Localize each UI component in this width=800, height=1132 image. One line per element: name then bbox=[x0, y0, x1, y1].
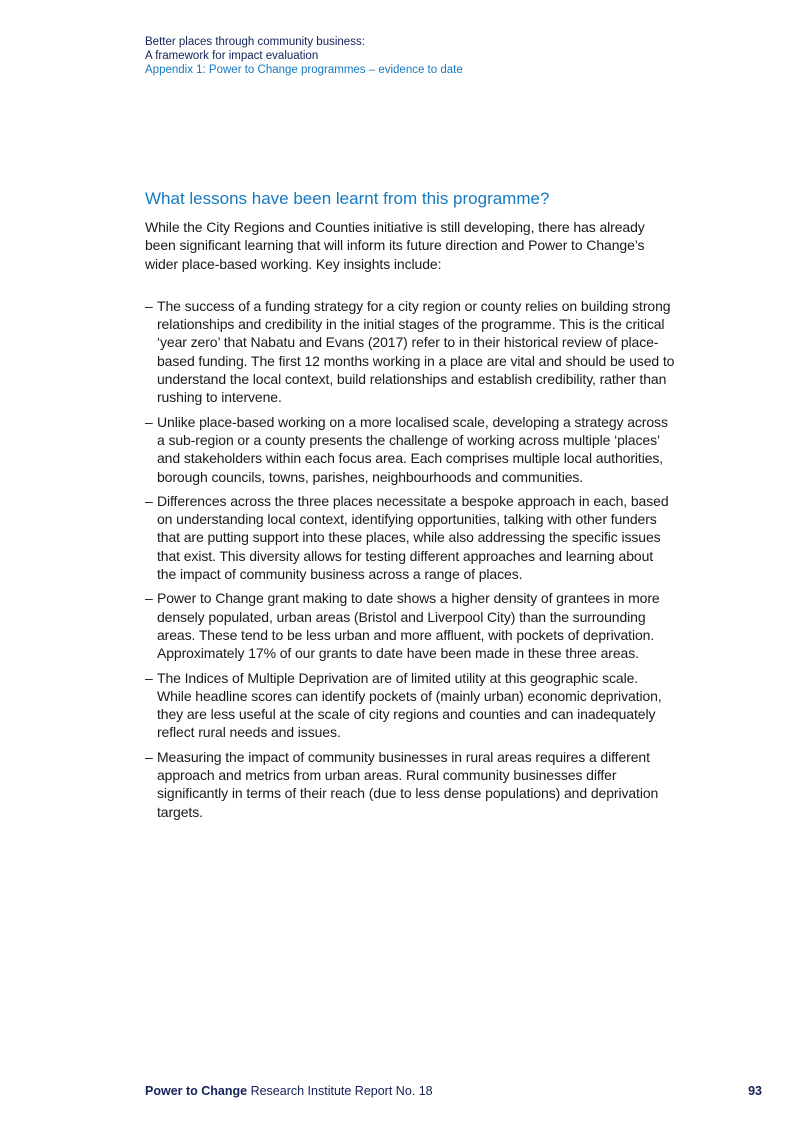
insight-text: Differences across the three places necessitate a bespoke approach in each, based on understanding local context, identifying opportunities, talking with other funders that are putting support into these places, while also addressing the specific issues that exist. This diversity allows for testing different approaches and learning about the impact of community business across a range of places. bbox=[157, 492, 669, 583]
insight-text: Measuring the impact of community businesses in rural areas requires a different approach and metrics from urban areas. Rural community businesses differ significantly in terms of their reach (due to less dense populations) and deprivation targets. bbox=[157, 748, 659, 820]
running-head bbox=[145, 35, 463, 77]
bullet-dash: – bbox=[145, 297, 153, 314]
insight-text: The success of a funding strategy for a city region or county relies on building strong relationships and credibility in the initial stages of the programme. This is the critical ‘year zero’ that Nabatu and Evans (2017) refer to in their historical review of place-based funding. The first 12 months working in a place are vital and should be used to understand the local context, build relationships and establish credibility, rather than rushing to intervene. bbox=[157, 297, 675, 406]
section-label: Appendix 1: Power to Change programmes – evidence to date bbox=[145, 64, 463, 76]
bullet-dash: – bbox=[145, 748, 153, 765]
intro-paragraph: While the City Regions and Counties initiative is still developing, there has already been significant learning that will inform its future direction and Power to Change’s wider place-based working. Key insights include: bbox=[145, 219, 645, 272]
bullet-dash: – bbox=[145, 413, 153, 430]
bullet-dash: – bbox=[145, 669, 153, 686]
insight-item-4 bbox=[145, 589, 675, 662]
insight-text: The Indices of Multiple Deprivation are of limited utility at this geographic scale. While headline scores can identify pockets of (mainly urban) economic deprivation, they are less useful at the scale of city regions and counties and can inadequately reflect rural needs and issues. bbox=[157, 669, 662, 741]
insight-item-5 bbox=[145, 669, 675, 742]
insight-item-2 bbox=[145, 413, 675, 486]
insight-text: Power to Change grant making to date shows a higher density of grantees in more densely populated, urban areas (Bristol and Liverpool City) than the surrounding areas. These tend to be less urban and more affluent, with pockets of deprivation. Approximately 17% of our grants to date have been made in these three areas. bbox=[157, 590, 660, 662]
document-title-line-2: A framework for impact evaluation bbox=[145, 50, 319, 62]
footer-report-title: Research Institute Report No. 18 bbox=[250, 1084, 433, 1098]
bullet-dash: – bbox=[145, 590, 153, 607]
page-footer bbox=[145, 1083, 762, 1099]
bullet-dash: – bbox=[145, 492, 153, 509]
insight-item-3 bbox=[145, 492, 675, 583]
page-number: 93 bbox=[748, 1084, 762, 1098]
lessons-section bbox=[145, 188, 675, 827]
footer-brand: Power to Change bbox=[145, 1084, 248, 1098]
insights-list bbox=[145, 297, 675, 821]
insight-text: Unlike place-based working on a more localised scale, developing a strategy across a sub-region or a county presents the challenge of working across multiple ‘places’ and stakeholders within each focus area. Each comprises multiple local authorities, borough councils, towns, parishes, neighbourhoods and communities. bbox=[157, 413, 668, 485]
document-title-line-1: Better places through community business: bbox=[145, 36, 365, 48]
insight-item-6 bbox=[145, 748, 675, 821]
section-heading: What lessons have been learnt from this programme? bbox=[145, 189, 550, 208]
insight-item-1 bbox=[145, 297, 675, 407]
